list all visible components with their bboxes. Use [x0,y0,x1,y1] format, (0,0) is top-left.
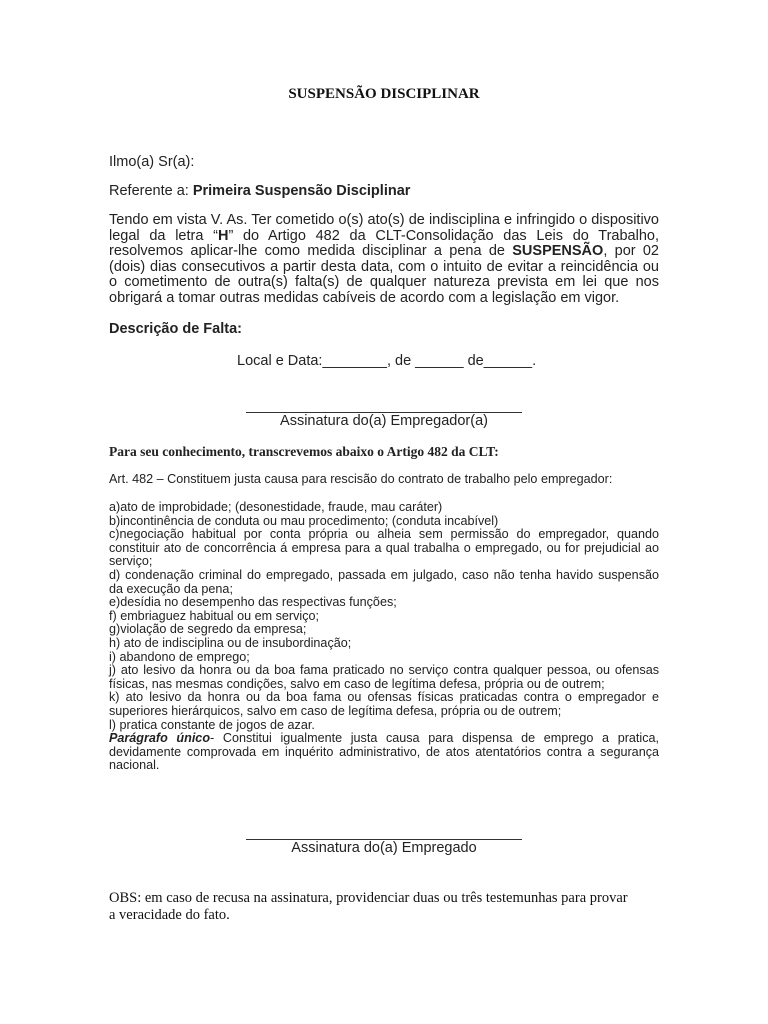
referente-prefix: Referente a: [109,183,193,199]
document-title: SUSPENSÃO DISCIPLINAR [288,86,480,102]
list-item: g)violação de segredo da empresa; [109,622,307,637]
article-items-list [109,501,659,773]
referente-value: Primeira Suspensão Disciplinar [192,183,411,199]
clt-heading: Para seu conhecimento, transcrevemos abaixo o Artigo 482 da CLT: [109,444,499,459]
list-item: k) ato lesivo da honra ou da boa fama ou ofensas físicas praticadas contra o empregador e superiores hierárquicos, salvo em caso de legítima defesa, própria ou de outrem; [109,690,659,718]
list-item: b)incontinência de conduta ou mau procedimento; (conduta incabível) [109,513,499,528]
list-item: c)negociação habitual por conta própria ou alheia sem permissão do empregador, quando constituir ato de concorrência á empresa para a qual trabalha o empregado, ou for prejudicial ao serviço; [109,527,659,569]
list-item: h) ato de indisciplina ou de insubordinação; [109,635,352,650]
employer-signature-label: Assinatura do(a) Empregador(a) [280,413,488,429]
local-data-line: Local e Data:________, de ______ de______. [237,353,537,369]
body-text-2: ” do Artigo 482 da CLT-Consolidação das Leis do Trabalho, resolvemos aplicar-lhe como medida disciplinar a pena de [109,227,659,259]
paragrafo-text: - Constitui igualmente justa causa para dispensa de emprego a pratica, devidamente comprovada em inquérito administrativo, de atos atentatórios contra a segurança nacional. [109,731,659,773]
obs-note: OBS: em caso de recusa na assinatura, providenciar duas ou três testemunhas para provar a veracidade do fato. [109,890,628,923]
list-item: d) condenação criminal do empregado, passada em julgado, caso não tenha havido suspensão da execução da pena; [109,567,659,596]
body-text-3: , por 02 (dois) dias consecutivos a partir desta data, com o intuito de evitar a reincidência ou o cometimento de outra(s) falta(s) de qualquer natureza prevista em lei que nos obrigará a tomar outras medidas cabíveis de acordo com a legislação em vigor. [109,243,659,306]
article-intro: Art. 482 – Constituem justa causa para rescisão do contrato de trabalho pelo empregador: [109,472,613,486]
employee-signature-label: Assinatura do(a) Empregado [291,840,477,856]
paragrafo-unico [109,732,659,773]
article-items [109,501,659,773]
list-item: e)desídia no desempenho das respectivas funções; [109,595,397,610]
body-paragraph [109,213,659,306]
list-item: j) ato lesivo da honra ou da boa fama praticado no serviço contra qualquer pessoa, ou ofensas físicas, nas mesmas condições, salvo em caso de legítima defesa, própria ou de outrem; [109,663,659,691]
body-penalty: SUSPENSÃO [512,243,604,259]
referente-line [109,184,410,200]
body-text-1: Tendo em vista V. As. Ter cometido o(s) ato(s) de indisciplina e infringido o dispositivo legal da letra “ [109,212,659,244]
paragrafo-label: Parágrafo único [109,731,211,746]
list-item: f) embriaguez habitual ou em serviço; [109,608,319,623]
list-item: a)ato de improbidade; (desonestidade, fraude, mau caráter) [109,500,443,514]
list-item: l) pratica constante de jogos de azar. [109,717,315,732]
list-item: i) abandono de emprego; [109,649,250,664]
salutation: Ilmo(a) Sr(a): [109,154,195,170]
descricao-label: Descrição de Falta: [109,321,242,337]
body-letter: H [217,227,229,244]
